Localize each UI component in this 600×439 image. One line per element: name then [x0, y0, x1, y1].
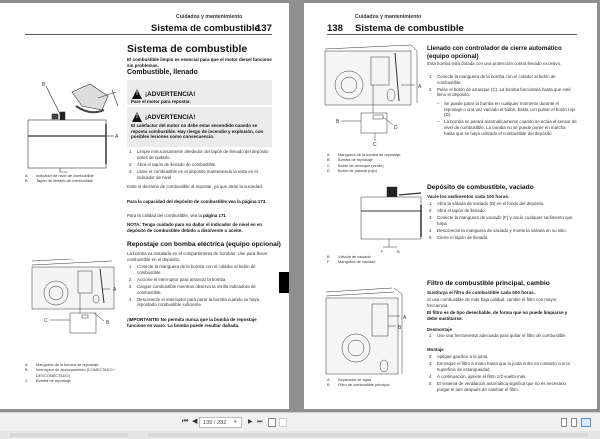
- list-item: 3 Cargue combustible mientras observa la mirilla indicadora de combustible.: [129, 283, 256, 295]
- status-bar: [0, 431, 600, 439]
- first-page-button[interactable]: ⏮: [182, 418, 189, 425]
- spill-note: Evite el derrame de combustible al repostar, ya que atrae la suciedad.: [127, 184, 263, 189]
- list-item: 2 Accione el interruptor para arrancar la bomba.: [129, 276, 227, 282]
- status-segment: [148, 433, 588, 437]
- list-item: 3 Enrosque el filtro a mano hasta que la junta entre en contacto con la superficie de estanqueidad.: [429, 361, 570, 372]
- list-item: – La bomba se parará automáticamente cuando se actúa el sensor de nivel de combustible. La bomba no se puede poner en marcha hasta que se haya utilizado el combustible del depósito.: [437, 119, 577, 136]
- svg-text:C: C: [373, 142, 377, 147]
- list-item: 2 Pulse el botón de arranque (C). La bomba funcionará hasta que esté lleno el depósito.: [429, 86, 571, 98]
- figure2-legend: A Manguera de la bomba de repostaje B Interruptor de accionamiento (CONECTADO / DESCONECTADO) C Bomba de repostaje: [25, 362, 115, 384]
- list-item: 2 Aplique gasóleo a la junta.: [429, 354, 489, 359]
- list-item: – Se puede parar la bomba en cualquier momento durante el repostaje o una vez vaciado el bidón; basta con pulsar el botón rojo (D).: [437, 101, 576, 118]
- filter-change-intro: Si usa combustible de más baja calidad, cambie el filtro con mayor frecuencia.: [427, 297, 557, 308]
- figure3-legend: A Separador de agua B Filtro de combustible principal: [327, 377, 390, 388]
- tank-drain-interval: Vacíe los sedimentos cada 100 horas.: [427, 194, 510, 199]
- fit-page-icon[interactable]: [268, 418, 276, 427]
- list-item: 1 Abra la válvula de vaciado (B) en el fondo del depósito.: [429, 201, 545, 206]
- list-item: 4 Desconecte el interruptor para parar la bomba cuando se haya repostado combustible suficiente.: [129, 296, 260, 308]
- electric-pump-steps: [129, 264, 272, 310]
- main-fuel-filter-illustration: [322, 286, 422, 378]
- auto-shutoff-steps: [429, 74, 577, 100]
- svg-text:F: F: [381, 249, 384, 254]
- list-item: 4 Desconecte la manguera de vaciado y monte la válvula en su sitio.: [429, 228, 567, 234]
- fill-steps: [129, 149, 272, 182]
- filter-change-interval: Sustituya el filtro de combustible cada 500 horas.: [427, 290, 535, 295]
- page-number: 138: [327, 23, 343, 34]
- section-tank-drain-heading: Depósito de combustible, vaciado: [427, 184, 534, 191]
- svg-text:B: B: [106, 320, 110, 326]
- list-item: 1 Conecte la manguera de la bomba con el colador al bidón de combustible.: [429, 74, 556, 85]
- list-item: 3 Llene el combustible en el depósito manteniendo la vista en el indicador de nivel.: [129, 168, 258, 180]
- montaje-steps: [429, 354, 577, 394]
- prev-page-button[interactable]: ◀: [192, 418, 198, 425]
- list-item: 4 A continuación, apriete el filtro 1/2 vuelta más.: [429, 373, 527, 379]
- continuous-view-icon[interactable]: [571, 418, 577, 427]
- section-electric-pump-heading: Repostaje con bomba eléctrica (equipo opcional): [127, 241, 281, 248]
- svg-text:A: A: [403, 315, 407, 321]
- warning-text: Pare el motor para repostar.: [131, 99, 191, 104]
- warning-icon: [132, 112, 142, 122]
- page-number: 137: [256, 23, 272, 34]
- running-header-section: Cuidados y mantenimiento: [355, 14, 422, 20]
- quality-reference: Para la calidad del combustible, vea la página 171.: [127, 213, 228, 218]
- section-thumb-tab: [279, 272, 289, 293]
- svg-text:B: B: [42, 82, 46, 88]
- next-page-button[interactable]: ▶: [248, 419, 253, 425]
- important-note: ¡IMPORTANTE! No permita nunca que la bomba de repostaje funcione en vacío. La bomba puede resultar dañada.: [127, 317, 257, 328]
- warning-box-stop-engine: [127, 80, 272, 105]
- header-rule: [25, 34, 272, 35]
- warning-title: ¡ADVERTENCIA!: [145, 91, 196, 98]
- filter-disposable-note: El filtro es de tipo desechable, de forma que no puede limpiarse y debe sustituirse.: [427, 310, 568, 321]
- list-item: 5 El sistema de ventilación automática significa que no es necesario purgar el aire después de cambiar el filtro.: [429, 381, 566, 392]
- running-header-title: Sistema de combustible: [355, 23, 464, 34]
- svg-text:C: C: [44, 318, 48, 324]
- electric-pump-intro: La bomba va instalada en el compartimento de bombas. Use para llenar combustible en el depósito.: [127, 251, 268, 262]
- fit-width-icon[interactable]: [279, 418, 287, 427]
- list-item: 2 Abra el tapón de llenado.: [429, 208, 486, 214]
- svg-text:A: A: [115, 134, 119, 140]
- figure2-legend: B Válvula de vaciado F Manguera de vaciado: [327, 254, 376, 265]
- page-138: [304, 3, 597, 409]
- list-item: 1 Limpie minuciosamente alrededor del tapón de llenado del depósito antes de quitarlo.: [129, 149, 269, 160]
- montaje-label: Montaje: [427, 347, 444, 352]
- running-header-title: Sistema de combustible: [151, 23, 260, 34]
- figure1-legend: A Indicador de nivel de combustible B Tapón de llenado de combustible: [25, 173, 94, 184]
- page-dropdown-icon[interactable]: ▾: [234, 419, 237, 425]
- svg-text:D: D: [394, 125, 398, 131]
- desmontaje-label: Desmontaje: [427, 327, 452, 332]
- pdf-navigation-toolbar: [0, 412, 600, 431]
- section-filter-change-heading: Filtro de combustible principal, cambio: [427, 280, 550, 287]
- svg-text:A: A: [418, 84, 422, 90]
- intro-text: El combustible limpio es esencial para que el motor diesel funcione sin problemas.: [127, 57, 272, 68]
- tank-drain-illustration: [359, 185, 429, 255]
- running-header-section: Cuidados y mantenimiento: [176, 14, 243, 20]
- svg-text:A: A: [113, 287, 117, 293]
- desmontaje-steps: [429, 333, 577, 340]
- figure1-legend: A Manguera de la bomba de repostaje B Bomba de repostaje C Botón de arranque (verde) D Botón de parada (rojo): [327, 152, 401, 174]
- list-item: 2 Abra el tapón de llenado de combustible.: [129, 161, 217, 167]
- warning-icon: [132, 89, 142, 99]
- list-item: 5 Cierre el tapón de llenado.: [429, 235, 489, 241]
- header-rule: [327, 34, 577, 35]
- capacity-reference: Para la capacidad del depósito de combustible vea la página 173.: [127, 199, 267, 204]
- fuel-tank-illustration: [20, 76, 120, 176]
- nota: NOTA: Tenga cuidado para no dañar el indicador de nivel en en depósito de combustible debido a disolvente o aceite.: [127, 222, 263, 233]
- page-137: [0, 3, 289, 409]
- page-heading: Sistema de combustible: [127, 43, 248, 55]
- list-item: 3 Conecte la manguera de vaciado (F) y vacíe cualquier sedimento que haya.: [429, 215, 573, 226]
- warning-box-heater: [127, 107, 272, 147]
- tank-drain-steps: [429, 201, 577, 243]
- page-link[interactable]: página 171: [203, 213, 226, 218]
- two-page-view-icon[interactable]: [581, 418, 591, 427]
- single-page-view-icon[interactable]: [561, 418, 567, 427]
- svg-text:B: B: [398, 325, 402, 331]
- list-item: 1 Conecte la manguera de la bomba con el colador al bidón de combustible.: [129, 264, 256, 275]
- svg-text:B: B: [397, 249, 400, 254]
- subheading-llenado: Combustible, llenado: [127, 69, 198, 76]
- warning-text: El calefactor del motor no debe estar encendido cuando se reposta combustible. Hay riesgo de incendio y explosión, con posibles lesiones como consecuencia.: [131, 123, 264, 140]
- electric-pump-illustration: [30, 259, 125, 359]
- section-auto-shutoff-heading: Llenado con controlador de cierre automático (equipo opcional): [427, 45, 562, 60]
- svg-text:B: B: [336, 119, 340, 125]
- status-segment: [10, 433, 128, 437]
- last-page-button[interactable]: ⏭: [257, 419, 263, 425]
- auto-shutoff-intro: Esta bomba está dotada con una protección contra llenado excesivo.: [427, 61, 562, 66]
- list-item: 1 Use una herramienta adecuada para quitar el filtro de combustible.: [429, 333, 567, 338]
- auto-shutoff-pump-illustration: [319, 43, 424, 147]
- auto-shutoff-notes: [437, 101, 577, 138]
- warning-title: ¡ADVERTENCIA!: [145, 114, 196, 121]
